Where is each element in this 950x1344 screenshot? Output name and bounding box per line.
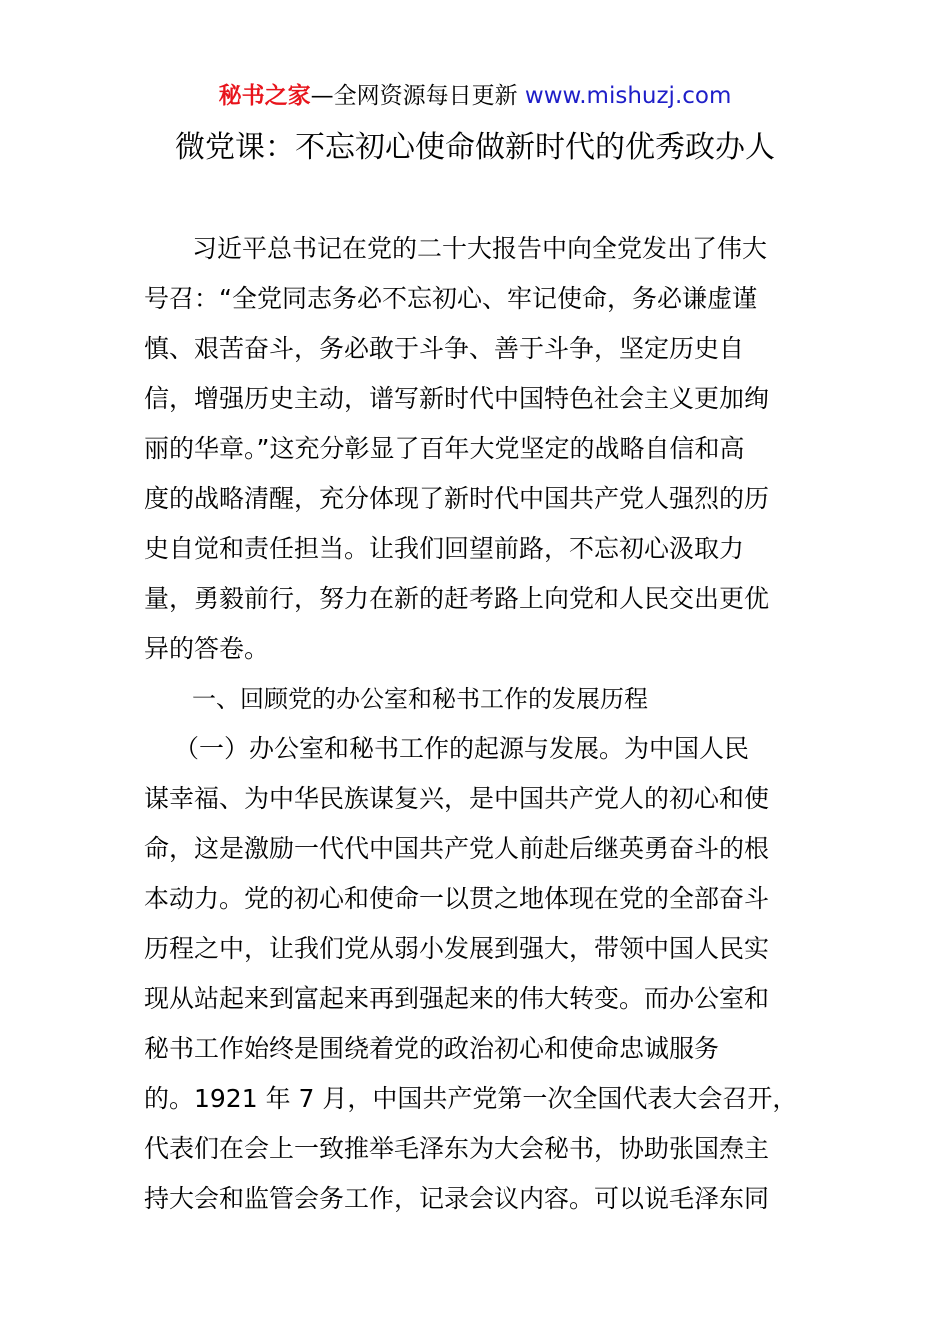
- paragraph-line: 现从站起来到富起来再到强起来的伟大转变。而办公室和: [144, 984, 770, 1013]
- paragraph-line: 史自觉和责任担当。让我们回望前路，不忘初心汲取力: [144, 534, 745, 563]
- paragraph-line: 异的答卷。: [144, 634, 270, 663]
- paragraph-line: 本动力。党的初心和使命一以贯之地体现在党的全部奋斗: [144, 884, 770, 913]
- paragraph-line: 信，增强历史主动，谱写新时代中国特色社会主义更加绚: [144, 384, 770, 413]
- paragraph-line: 量，勇毅前行，努力在新的赶考路上向党和人民交出更优: [144, 584, 770, 613]
- document-body: [144, 224, 809, 1224]
- paragraph-line: 的。1921 年 7 月，中国共产党第一次全国代表大会召开，: [144, 1084, 798, 1113]
- paragraph-line: 命，这是激励一代代中国共产党人前赴后继英勇奋斗的根: [144, 834, 770, 863]
- paragraph-line: 度的战略清醒，充分体现了新时代中国共产党人强烈的历: [144, 484, 770, 513]
- site-name: 秘书之家: [218, 83, 311, 109]
- site-url-link[interactable]: www.mishuzj.com: [524, 83, 732, 109]
- site-tagline: —全网资源每日更新: [310, 83, 525, 109]
- subsection-line: （一）办公室和秘书工作的起源与发展。为中国人民: [174, 734, 750, 763]
- paragraph-line: 持大会和监管会务工作，记录会议内容。可以说毛泽东同: [144, 1184, 770, 1213]
- section-heading: 一、回顾党的办公室和秘书工作的发展历程: [192, 685, 648, 713]
- site-header: [0, 80, 950, 112]
- paragraph-line: 历程之中，让我们党从弱小发展到强大，带领中国人民实: [144, 934, 770, 963]
- paragraph-line: 习近平总书记在党的二十大报告中向全党发出了伟大: [192, 234, 768, 263]
- document-title: 微党课：不忘初心使命做新时代的优秀政办人: [175, 130, 775, 165]
- paragraph-line: 秘书工作始终是围绕着党的政治初心和使命忠诚服务: [144, 1034, 720, 1063]
- paragraph-line: 号召：“全党同志务必不忘初心、牢记使命，务必谦虚谨: [144, 284, 757, 313]
- paragraph-line: 代表们在会上一致推举毛泽东为大会秘书，协助张国焘主: [144, 1134, 770, 1163]
- paragraph-line: 丽的华章。”这充分彰显了百年大党坚定的战略自信和高: [144, 434, 745, 463]
- paragraph-line: 慎、艰苦奋斗，务必敢于斗争、善于斗争，坚定历史自: [144, 334, 745, 363]
- paragraph-line: 谋幸福、为中华民族谋复兴，是中国共产党人的初心和使: [144, 784, 770, 813]
